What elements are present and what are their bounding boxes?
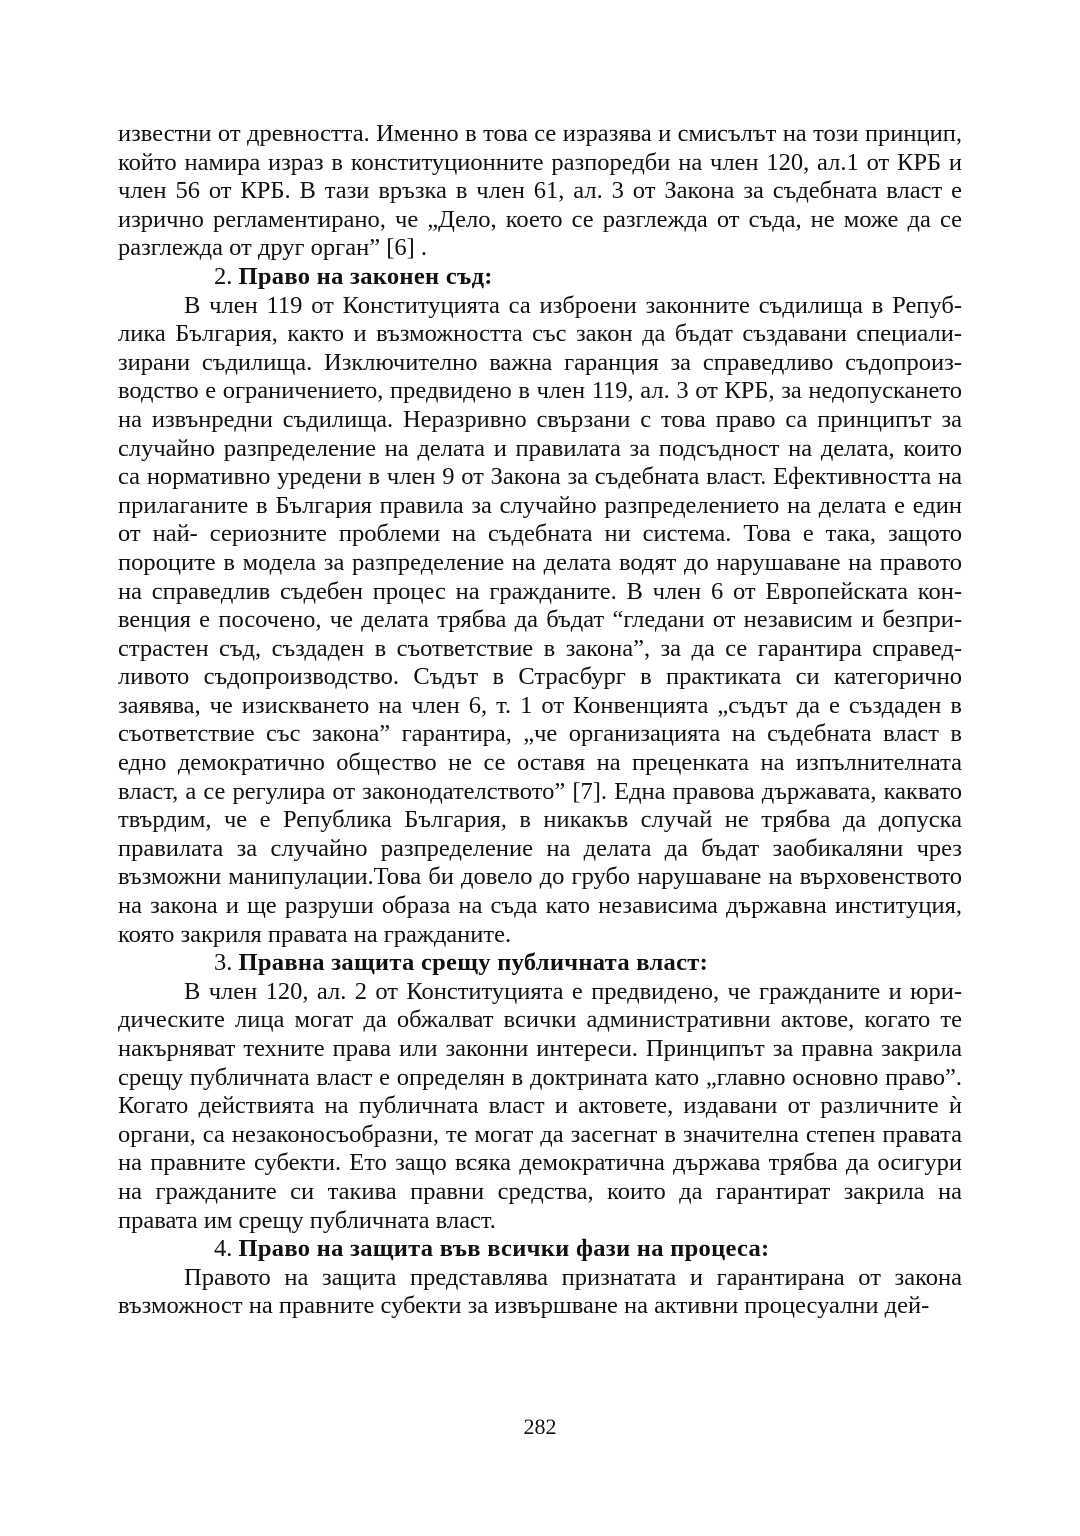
- paragraph-right-of-defence: Правото на защита представлява признатата и гарантирана от закона възможност на правните субекти за извършване на активни процесуални дей-: [118, 1263, 962, 1320]
- section-title: Правна защита срещу публичната власт:: [238, 949, 709, 977]
- page-number: 282: [523, 1414, 557, 1439]
- paragraph-continuation: известни от древността. Именно в това се изразява и смисълът на този принцип, който намира израз в конституционните разпоредби на член 120, ал.1 от КРБ и член 56 от КРБ. В тази връзка в член 61, ал. 3 от Закона за съдебната власт е изрично регламентирано, че „Дело, което се разглежда от съда, не може да се разглежда от друг орган” [6] .: [118, 120, 962, 262]
- section-number: 3.: [214, 949, 233, 977]
- paragraph-public-power: В член 120, ал. 2 от Конституцията е предвидено, че гражданите и юридическите лица могат да обжалват всички административни актове, когато те накърняват техните права или законни интереси. Принципът за правна закрила срещу публичната власт е определян в доктрината като „главно основно право”. Когато действията на публичната власт и актовете, издавани от различните ѝ органи, са незаконосъобразни, те могат да засегнат в значителна степен правата на правните субекти. Ето защо всяка демократична държава трябва да осигури на гражданите си такива правни средства, които да гарантират закрила на правата им срещу публичната власт.: [118, 977, 962, 1234]
- section-title: Право на защита във всички фази на процеса:: [238, 1235, 770, 1263]
- paragraph-legal-court: В член 119 от Конституцията са изброени законните съдилища в Република България, както и възможността със закон да бъдат създавани специализирани съдилища. Изключително важна гаранция за справедливо съдопроизводство е ограничението, предвидено в член 119, ал. 3 от КРБ, за недопускането на извънредни съдилища. Неразривно свързани с това право са принципът за случайно разпределение на делата и правилата за подсъдност на делата, които са нормативно уредени в член 9 от Закона за съдебната власт. Ефективността на прилаганите в България правила за случайно разпределението на делата е един от най- сериозните проблеми на съдебната ни система. Това е така, защото пороците в модела за разпределение на делата водят до нарушаване на правото на справедлив съдебен процес на гражданите. В член 6 от Европейската конвенция е посочено, че делата трябва да бъдат “гледани от независим и безпристрастен съд, създаден в съответствие в закона”, за да се гарантира справедливото съдопроизводство. Съдът в Страсбург в практиката си категорично заявява, че изискването на член 6, т. 1 от Конвенцията „съдът да е създаден в съответствие със закона” гарантира, „че организацията на съдебната власт в едно демократично общество не се оставя на преценката на изпълнителната власт, а се регулира от законодателството” [7]. Една правова държавата, каквато твърдим, че е Република България, в никакъв случай не трябва да допуска правилата за случайно разпределение на делата да бъдат заобикаляни чрез възможни манипулации.Това би довело до грубо нарушаване на върховенството на закона и ще разруши образа на съда като независима държавна институция, която закриля правата на гражданите.: [118, 291, 962, 948]
- section-heading-3: [118, 949, 962, 978]
- section-heading-2: [118, 263, 962, 292]
- section-number: 4.: [214, 1235, 233, 1263]
- section-number: 2.: [214, 262, 233, 290]
- section-title: Право на законен съд:: [238, 262, 493, 290]
- document-page: [118, 120, 962, 1321]
- section-heading-4: [118, 1235, 962, 1264]
